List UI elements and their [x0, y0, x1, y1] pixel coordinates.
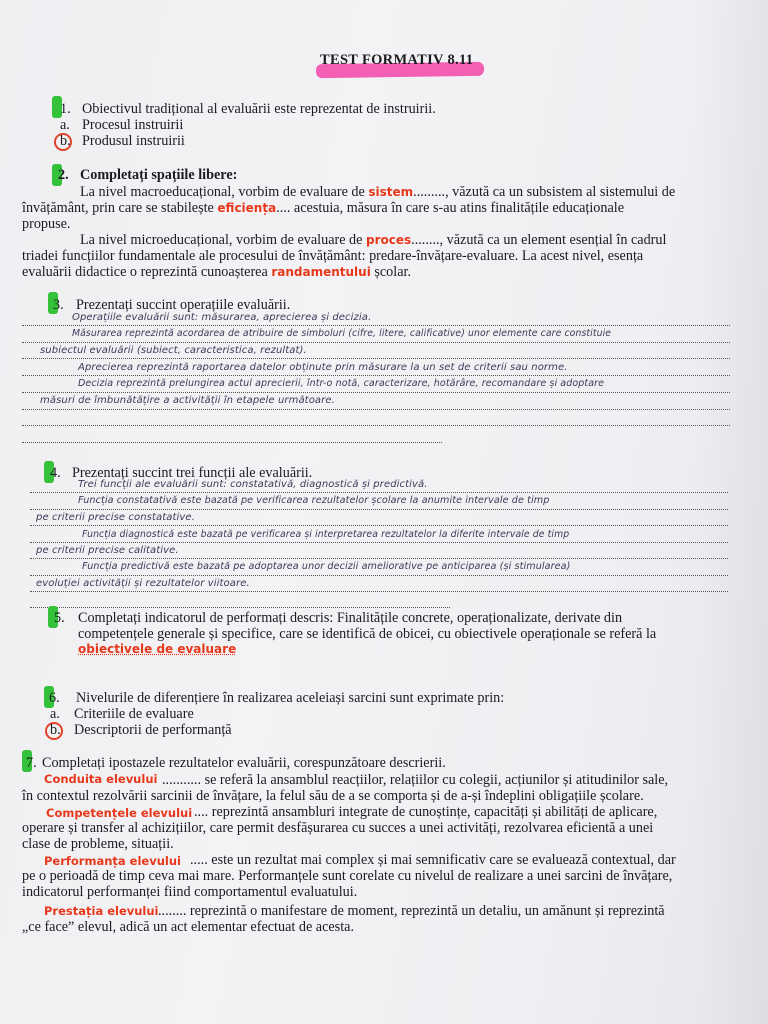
q7-item3-line3: indicatorul performanței fiind comportamentul evaluatului. [22, 884, 358, 900]
q3-answer-line: Aprecierea reprezintă raportarea datelor obținute prin măsurare la un set de criterii sau norme. [78, 362, 568, 373]
answer-conduita[interactable]: Conduita elevului [44, 772, 158, 786]
answer-performanta[interactable]: Performanța elevului [44, 854, 181, 868]
q4-answer-line: Funcția predictivă este bazată pe adoptarea unor decizii ameliorative pe anticiparea (și stimularea) [82, 561, 571, 572]
q6-option-b-letter: b. [50, 722, 61, 738]
q7-item2-line3: clase de probleme, situații. [22, 836, 174, 852]
answer-sistem[interactable]: sistem [368, 185, 414, 199]
q4-answer-line: Funcția constatativă este bazată pe verificarea rezultatelor școlare la anumite intervale de timp [78, 495, 550, 506]
answer-dotline [22, 375, 730, 376]
q2-p2-line3: evaluării didactice o reprezintă cunoașterea randamentului școlar. [22, 264, 411, 280]
q1-option-a[interactable]: Procesul instruirii [82, 117, 184, 133]
answer-dotline [30, 591, 728, 592]
q7-number: 7. [26, 755, 37, 771]
paper-edge-shadow [698, 0, 768, 1024]
q4-text: Prezentați succint trei funcții ale evaluării. [72, 465, 313, 481]
answer-dotline [22, 442, 442, 443]
q3-answer-line: Măsurarea reprezintă acordarea de atribuire de simboluri (cifre, litere, calificative) unor elemente care constituie [72, 328, 612, 339]
q1-option-b[interactable]: Produsul instruirii [82, 133, 185, 149]
q3-answer-line: Operațiile evaluării sunt: măsurarea, aprecierea și decizia. [72, 312, 372, 323]
answer-dotline [30, 509, 728, 510]
q3-number: 3. [53, 297, 64, 313]
q1-text: Obiectivul tradițional al evaluării este reprezentat de instruirii. [82, 101, 436, 117]
q7-item2-line2: operare și transfer al achizițiilor, care permit desfășurarea cu succes a unei activități, rezolvarea eficientă a unei [22, 820, 654, 836]
answer-competentele[interactable]: Competențele elevului [46, 806, 193, 820]
q1-option-b-letter: b. [60, 133, 71, 149]
q6-option-a[interactable]: Criteriile de evaluare [74, 706, 194, 722]
q2-p2-line1: La nivel microeducațional, vorbim de evaluare de proces........, văzută ca un element esențial în cadrul [80, 232, 667, 248]
q7-item1-line1: ........... se referă la ansamblul reacțiilor, relațiilor cu colegii, acțiunilor și atitudinilor sale, [162, 772, 669, 788]
q3-answer-line: Decizia reprezintă prelungirea actul aprecierii, într-o notă, caracterizare, hotărâre, recomandare și adoptare [78, 378, 605, 389]
answer-randamentului[interactable]: randamentului [271, 265, 371, 279]
answer-dotline [30, 492, 728, 493]
q4-answer-line: pe criterii precise calitative. [36, 545, 179, 556]
answer-dotline [22, 392, 730, 393]
answer-dotline [22, 342, 730, 343]
answer-eficienta[interactable]: eficiența [217, 201, 277, 215]
q3-answer-line: subiectul evaluării (subiect, caracteristica, rezultat). [40, 345, 307, 356]
page-title: TEST FORMATIV 8.11 [320, 52, 474, 68]
q7-item2-line1: .... reprezintă ansambluri integrate de cunoștințe, capacități și abilități de aplicare, [194, 804, 658, 820]
q4-answer-line: evoluției activității și rezultatelor viitoare. [36, 578, 250, 589]
answer-dotline [22, 358, 730, 359]
q3-answer-line: măsuri de îmbunătățire a activității în etapele următoare. [40, 395, 335, 406]
q4-number: 4. [50, 465, 61, 481]
q5-number: 5. [54, 610, 65, 626]
q2-p2-line2: triadei funcțiilor fundamentale ale procesului de învățământ: predare-învățare-evaluare. La acest nivel, esența [22, 248, 644, 264]
answer-dotline [22, 325, 730, 326]
q5-line1: Completați indicatorul de performați descris: Finalitățile concrete, operaționalizate, derivate din [78, 610, 623, 626]
q7-item1-line2: în contextul rezolvării sarcinii de învățare, la felul său de a se comporta și de a-și îndeplini obligațiile școlare. [22, 788, 644, 804]
q2-heading: Completați spațiile libere: [80, 167, 238, 183]
q7-item4-line1: ........ reprezintă o manifestare de moment, reprezintă un detaliu, un amănunt și reprezintă [158, 903, 665, 919]
answer-dotline [22, 425, 730, 426]
q3-text: Prezentați succint operațiile evaluării. [76, 297, 291, 313]
answer-dotline [30, 607, 450, 608]
answer-dotline [30, 525, 728, 526]
q1-number: 1. [60, 101, 71, 117]
q4-answer-line: Funcția diagnostică este bazată pe verificarea și interpretarea rezultatelor la diferite intervale de timp [82, 529, 570, 540]
q2-p1-line3: propuse. [22, 216, 71, 232]
q7-item3-line2: pe o perioadă de timp ceva mai mare. Performanțele sunt corelate cu nivelul de realizare a unei sarcini de învățare, [22, 868, 673, 884]
q2-p1-line1: La nivel macroeducațional, vorbim de evaluare de sistem........., văzută ca un subsistem al sistemului de [80, 184, 676, 200]
q4-answer-line: pe criterii precise constatative. [36, 512, 195, 523]
q6-text: Nivelurile de diferențiere în realizarea aceleiași sarcini sunt exprimate prin: [76, 690, 505, 706]
q2-p1-line2: învățământ, prin care se stabilește eficiența.... acestuia, măsura în care s-au atins finalitățile educaționale [22, 200, 625, 216]
q5-line2: competențele generale și specifice, care se identifică de obicei, cu obiectivele operaționale se referă la [78, 626, 657, 642]
answer-dotline [30, 558, 728, 559]
answer-prestatia[interactable]: Prestația elevului [44, 904, 159, 918]
q4-answer-line: Trei funcții ale evaluării sunt: constatativă, diagnostică și predictivă. [78, 479, 428, 490]
q7-item3-line1: ..... este un rezultat mai complex și mai semnificativ care se evaluează contextual, dar [190, 852, 676, 868]
q6-option-b[interactable]: Descriptorii de performanță [74, 722, 232, 738]
answer-dotline [30, 542, 728, 543]
q7-item4-line2: „ce face” elevul, adică un act elementar efectuat de acesta. [22, 919, 354, 935]
answer-obiectivele[interactable]: obiectivele de evaluare [78, 642, 237, 656]
answer-dotline [22, 409, 730, 410]
q7-text: Completați ipostazele rezultatelor evaluării, corespunzătoare descrierii. [42, 755, 446, 771]
q2-number: 2. [58, 167, 69, 183]
answer-proces[interactable]: proces [366, 233, 412, 247]
q1-option-a-letter: a. [60, 117, 70, 133]
q6-number: 6. [49, 690, 60, 706]
q6-option-a-letter: a. [50, 706, 60, 722]
answer-dotline [30, 575, 728, 576]
